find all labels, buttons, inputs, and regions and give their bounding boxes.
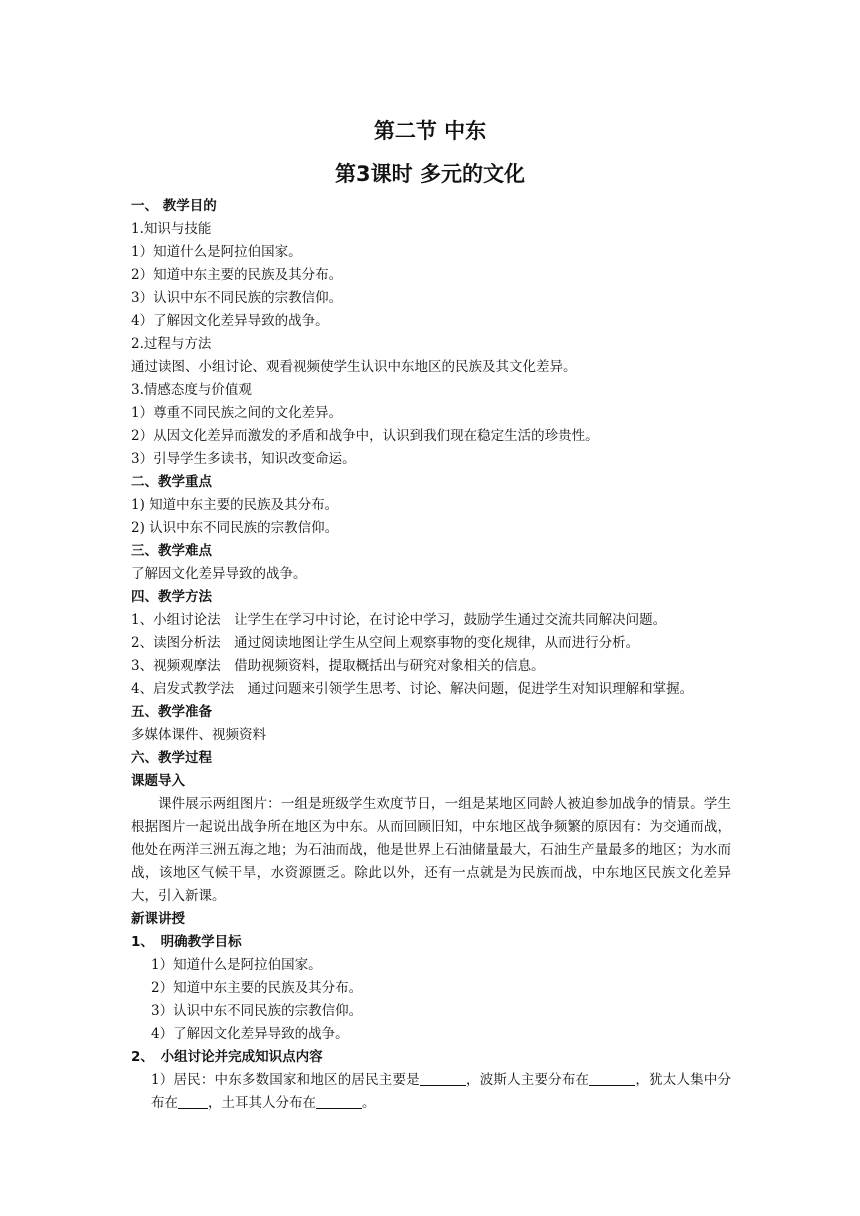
subsection-heading: 1.知识与技能 — [131, 221, 212, 237]
paragraph: 多媒体课件、视频资料 — [131, 727, 266, 743]
subsection-heading: 2.过程与方法 — [131, 336, 212, 352]
section-heading: 五、教学准备 — [131, 704, 212, 720]
paragraph: 通过读图、小组讨论、观看视频使学生认识中东地区的民族及其文化差异。 — [131, 359, 577, 375]
list-item: 2) 认识中东不同民族的宗教信仰。 — [131, 520, 339, 536]
section-heading: 一、 教学目的 — [131, 198, 217, 214]
paragraph: 课件展示两组图片：一组是班级学生欢度节日，一组是某地区同龄人被迫参加战争的情景。学生根据图片一起说出战争所在地区为中东。从而回顾旧知，中东地区战争频繁的原因有：为交通而战，他处在两洋三洲五海之地；为石油而战，他是世界上石油储量最大，石油生产量最多的地区；为水而战，该地区气候干旱，水资源匮乏。除此以外，还有一点就是为民族而战，中东地区民族文化差异大，引入新课。 — [131, 796, 731, 904]
subsection-heading: 3.情感态度与价值观 — [131, 382, 252, 398]
answer-blank[interactable] — [178, 1094, 208, 1109]
list-item: 2）知道中东主要的民族及其分布。 — [151, 980, 363, 996]
section-heading: 四、教学方法 — [131, 589, 212, 605]
subsection-heading: 新课讲授 — [131, 911, 185, 927]
list-item: 1）尊重不同民族之间的文化差异。 — [131, 405, 343, 421]
fill-in-question — [131, 1069, 731, 1115]
subsection-heading: 课题导入 — [131, 773, 185, 789]
section-heading: 三、教学难点 — [131, 543, 212, 559]
paragraph: 了解因文化差异导致的战争。 — [131, 566, 307, 582]
step-heading: 2、 小组讨论并完成知识点内容 — [131, 1049, 323, 1065]
page-subtitle: 第3课时 多元的文化 — [335, 162, 525, 186]
page-title: 第二节 中东 — [373, 119, 487, 143]
list-item: 4）了解因文化差异导致的战争。 — [151, 1026, 349, 1042]
question-text: 。 — [362, 1095, 376, 1111]
step-heading: 1、 明确教学目标 — [131, 934, 242, 950]
question-text: ，犹太人集中分布在 — [151, 1072, 732, 1111]
list-item: 3）认识中东不同民族的宗教信仰。 — [151, 1003, 363, 1019]
answer-blank[interactable] — [420, 1071, 466, 1086]
list-item: 3）认识中东不同民族的宗教信仰。 — [131, 290, 343, 306]
list-item: 1) 知道中东主要的民族及其分布。 — [131, 497, 339, 513]
list-item: 2）从因文化差异而激发的矛盾和战争中，认识到我们现在稳定生活的珍贵性。 — [131, 428, 599, 444]
section-heading: 二、教学重点 — [131, 474, 212, 490]
list-item: 4、启发式教学法 通过问题来引领学生思考、讨论、解决问题，促进学生对知识理解和掌握。 — [131, 681, 694, 697]
document-body — [131, 195, 731, 1115]
list-item: 4）了解因文化差异导致的战争。 — [131, 313, 329, 329]
list-item: 1、小组讨论法 让学生在学习中讨论，在讨论中学习，鼓励学生通过交流共同解决问题。 — [131, 612, 667, 628]
list-item: 2）知道中东主要的民族及其分布。 — [131, 267, 343, 283]
list-item: 3）引导学生多读书，知识改变命运。 — [131, 451, 356, 467]
list-item: 2、读图分析法 通过阅读地图让学生从空间上观察事物的变化规律，从而进行分析。 — [131, 635, 640, 651]
question-text: ，波斯人主要分布在 — [465, 1072, 590, 1088]
question-text: 1）居民：中东多数国家和地区的居民主要是 — [151, 1072, 420, 1088]
list-item: 1）知道什么是阿拉伯国家。 — [151, 957, 322, 973]
question-text: ，土耳其人分布在 — [208, 1095, 316, 1111]
section-heading: 六、教学过程 — [131, 750, 212, 766]
answer-blank[interactable] — [589, 1071, 635, 1086]
answer-blank[interactable] — [316, 1094, 362, 1109]
list-item: 3、视频观摩法 借助视频资料，提取概括出与研究对象相关的信息。 — [131, 658, 545, 674]
list-item: 1）知道什么是阿拉伯国家。 — [131, 244, 302, 260]
